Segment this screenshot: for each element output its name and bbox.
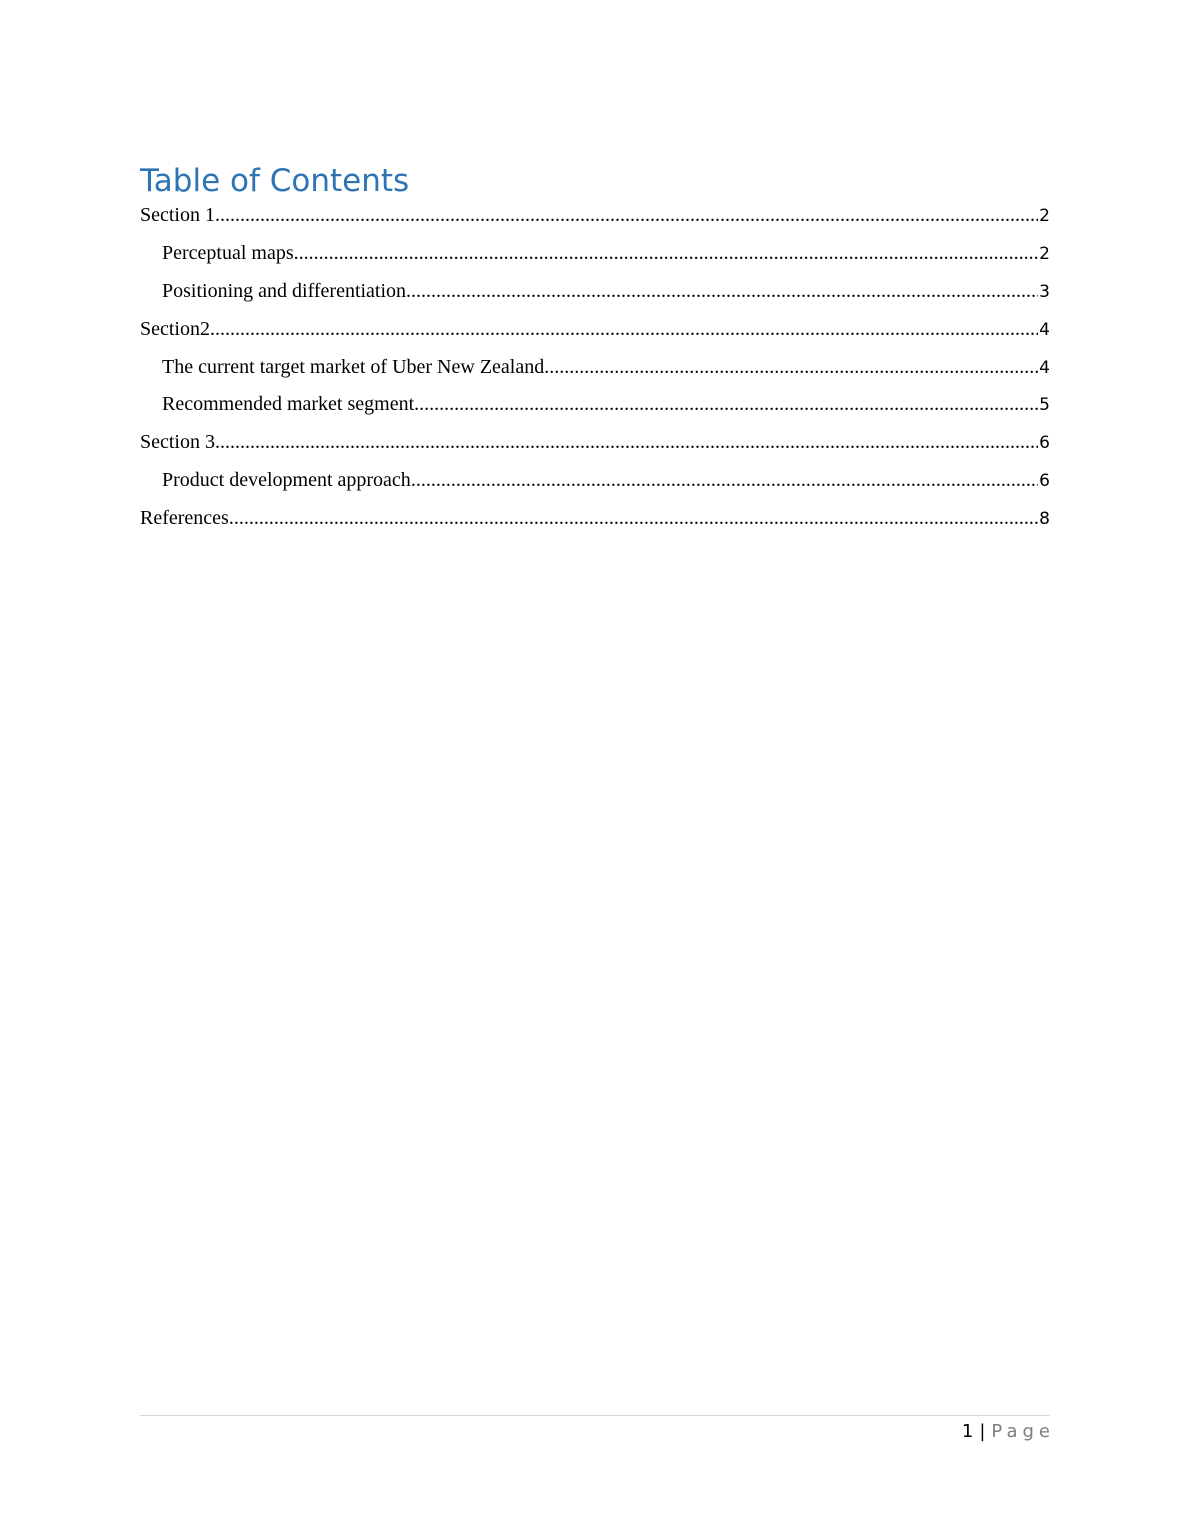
toc-entry-title: Section 1 xyxy=(140,204,215,226)
toc-entry-perceptual-maps[interactable] xyxy=(140,235,1050,273)
toc-entry-page: 6 xyxy=(1039,471,1050,492)
toc-list xyxy=(140,197,1050,538)
toc-entry-page: 4 xyxy=(1039,319,1050,340)
dot-leader xyxy=(411,462,1038,500)
dot-leader xyxy=(215,424,1038,462)
toc-entry-references[interactable] xyxy=(140,500,1050,538)
toc-entry-page: 6 xyxy=(1039,433,1050,454)
toc-entry-title: Perceptual maps xyxy=(162,241,294,264)
page-footer xyxy=(961,1418,1055,1446)
toc-entry-title: Section 3 xyxy=(140,431,215,454)
toc-entry-page: 2 xyxy=(1039,243,1050,264)
dot-leader xyxy=(215,197,1038,235)
toc-entry-section-2[interactable] xyxy=(140,311,1050,349)
dot-leader xyxy=(294,235,1039,273)
toc-entry-positioning[interactable] xyxy=(140,273,1050,311)
footer-page-number: 1 xyxy=(961,1421,974,1442)
toc-entry-page: 8 xyxy=(1039,509,1050,530)
toc-entry-section-3[interactable] xyxy=(140,424,1050,462)
footer-separator: | xyxy=(979,1421,986,1442)
toc-entry-title: Product development approach xyxy=(162,469,411,492)
toc-entry-title: Section2 xyxy=(140,317,210,340)
toc-entry-product-development[interactable] xyxy=(140,462,1050,500)
dot-leader xyxy=(544,349,1038,387)
toc-heading: Table of Contents xyxy=(140,163,410,199)
toc-entry-title: The current target market of Uber New Zealand xyxy=(162,355,545,378)
toc-entry-title: Positioning and differentiation xyxy=(162,279,407,302)
toc-entry-section-1[interactable] xyxy=(140,197,1050,235)
dot-leader xyxy=(210,311,1038,349)
toc-entry-page: 4 xyxy=(1039,357,1050,378)
toc-entry-market-segment[interactable] xyxy=(140,386,1050,424)
toc-entry-page: 2 xyxy=(1039,206,1050,226)
toc-entry-page: 5 xyxy=(1039,395,1050,416)
dot-leader xyxy=(414,386,1038,424)
footer-divider xyxy=(140,1415,1050,1416)
dot-leader xyxy=(229,500,1038,538)
dot-leader xyxy=(406,273,1038,311)
toc-entry-page: 3 xyxy=(1039,281,1050,302)
toc-entry-title: References xyxy=(140,507,229,530)
toc-entry-target-market[interactable] xyxy=(140,349,1050,387)
toc-entry-title: Recommended market segment xyxy=(162,393,415,416)
footer-page-label: Page xyxy=(991,1421,1055,1442)
